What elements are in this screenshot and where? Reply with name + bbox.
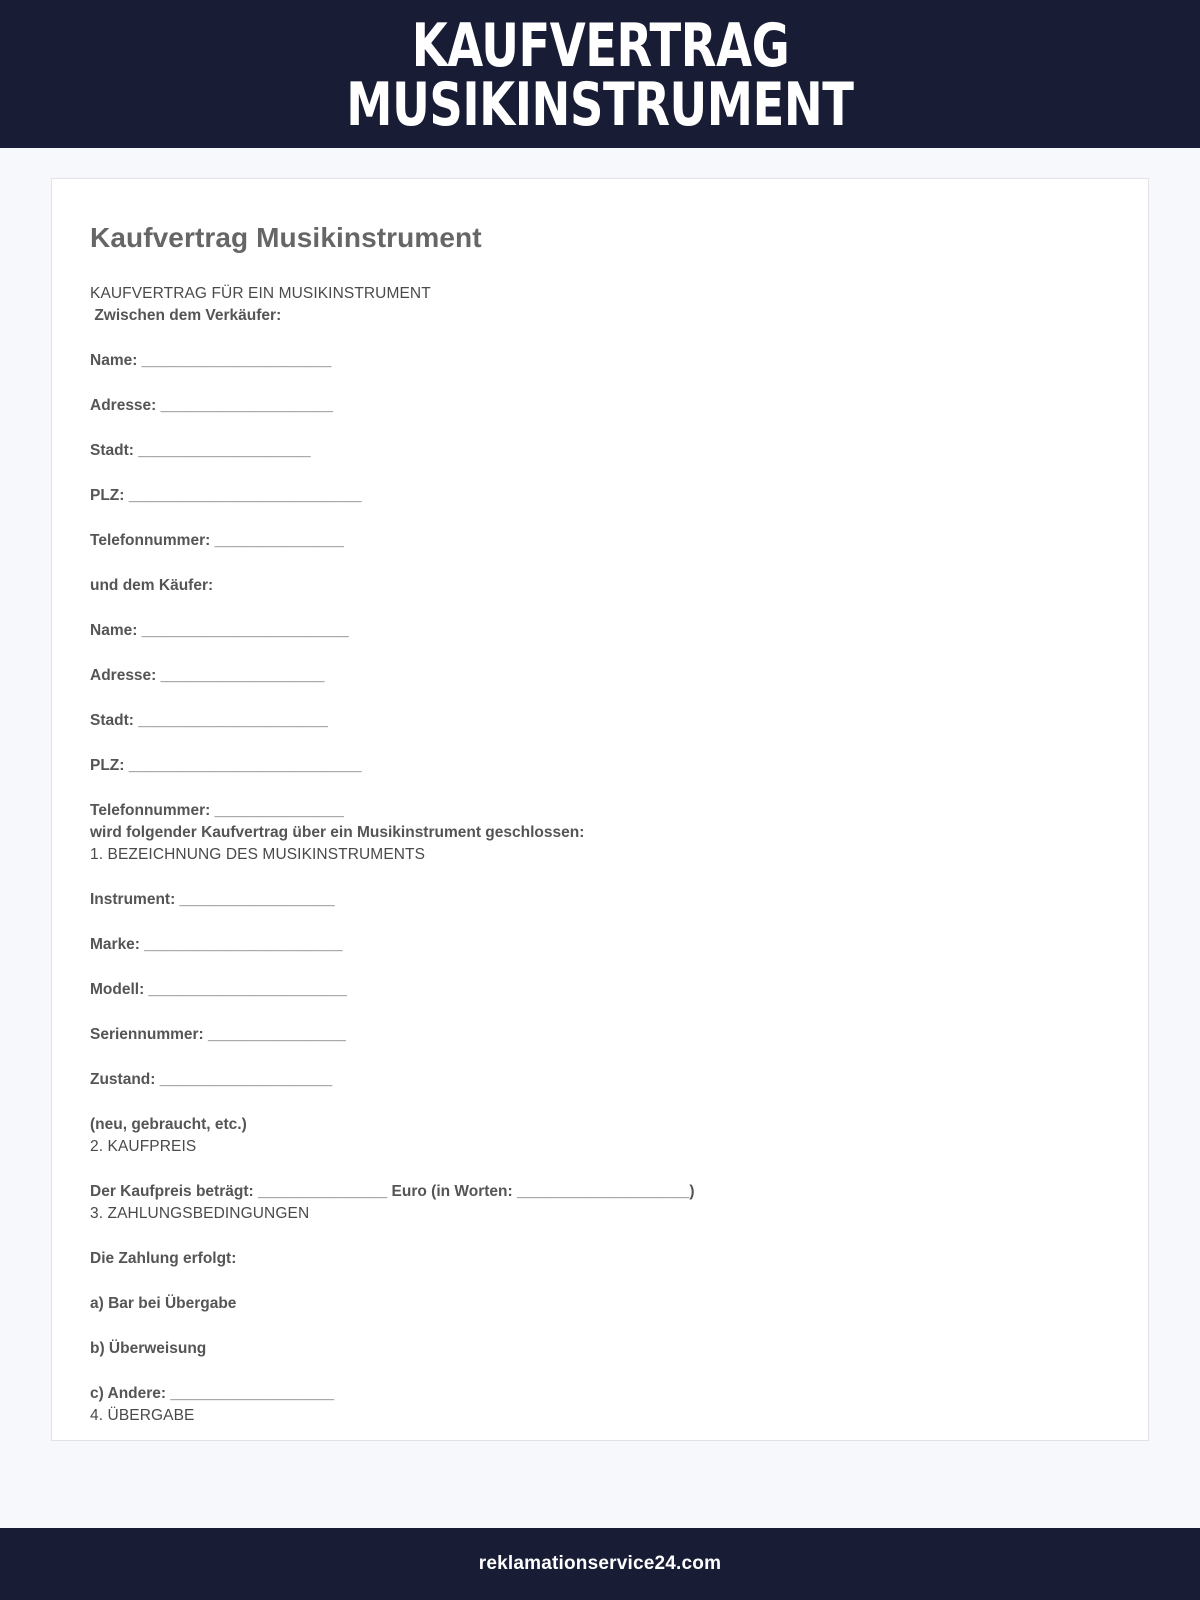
document-line: Stadt: ____________________: [90, 441, 311, 459]
document-line: 2. KAUFPREIS: [90, 1137, 197, 1155]
document-line: KAUFVERTRAG FÜR EIN MUSIKINSTRUMENT: [90, 284, 431, 302]
document-line: Marke: _______________________: [90, 935, 343, 953]
document-line: wird folgender Kaufvertrag über ein Musikinstrument geschlossen:: [90, 823, 585, 841]
document-line: Name: ________________________: [90, 621, 349, 639]
document-line: PLZ: ___________________________: [90, 756, 362, 774]
document-line: Modell: _______________________: [90, 980, 347, 998]
document-line: c) Andere: ___________________: [90, 1384, 335, 1402]
footer-website-url: reklamationservice24.com: [478, 1553, 722, 1574]
page-footer: [0, 1528, 1200, 1600]
document-line: Adresse: ___________________: [90, 666, 325, 684]
document-line: PLZ: ___________________________: [90, 486, 362, 504]
masthead-title-line-2: MUSIKINSTRUMENT: [346, 70, 854, 140]
document-line: Die Zahlung erfolgt:: [90, 1249, 237, 1267]
document-line: Seriennummer: ________________: [90, 1025, 346, 1043]
document-body: [90, 283, 1110, 1441]
document-line: Stadt: ______________________: [90, 711, 328, 729]
page-masthead: [0, 0, 1200, 148]
document-line: Instrument: __________________: [90, 890, 335, 908]
document-line: 3. ZAHLUNGSBEDINGUNGEN: [90, 1204, 310, 1222]
document-line: Telefonnummer: _______________: [90, 801, 344, 819]
document-line: 4. ÜBERGABE: [90, 1406, 195, 1424]
document-line: b) Überweisung: [90, 1339, 207, 1357]
document-line: Adresse: ____________________: [90, 396, 334, 414]
page-content-area: [0, 148, 1200, 1441]
document-line: Zustand: ____________________: [90, 1070, 333, 1088]
document-line: (neu, gebraucht, etc.): [90, 1115, 247, 1133]
document-line: Der Kaufpreis beträgt: _______________ Euro (in Worten: ____________________): [90, 1182, 695, 1200]
document-line: Zwischen dem Verkäufer:: [90, 306, 282, 324]
document-card: [51, 178, 1149, 1441]
document-line: Telefonnummer: _______________: [90, 531, 344, 549]
masthead-title-line-1: KAUFVERTRAG: [411, 11, 789, 82]
document-line: und dem Käufer:: [90, 576, 214, 594]
document-line: 1. BEZEICHNUNG DES MUSIKINSTRUMENTS: [90, 845, 426, 863]
document-title: Kaufvertrag Musikinstrument: [90, 222, 482, 253]
document-line: Name: ______________________: [90, 351, 332, 369]
document-line: a) Bar bei Übergabe: [90, 1294, 237, 1312]
